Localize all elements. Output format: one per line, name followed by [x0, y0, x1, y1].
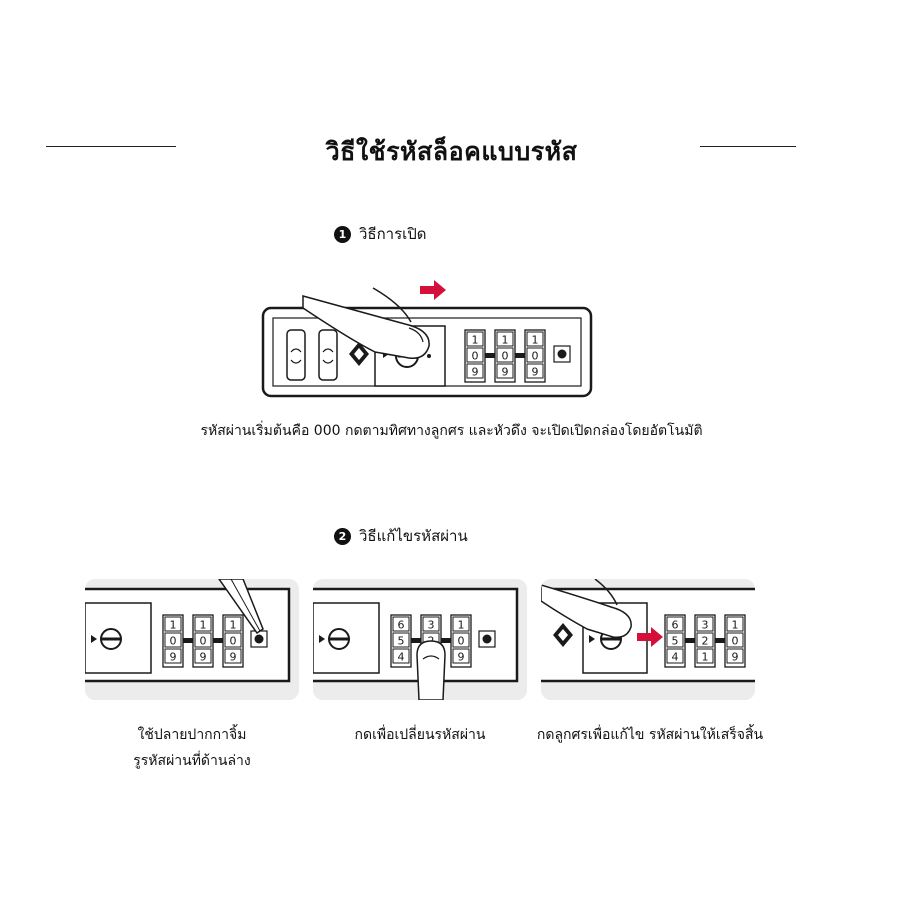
reset-hole-icon: [558, 350, 567, 359]
dial-digit: 1: [457, 618, 465, 632]
step2-label: วิธีแก้ไขรหัสผ่าน: [359, 527, 468, 545]
dial-link: [411, 638, 421, 643]
dial-digit: 9: [229, 650, 237, 664]
dial-digit: 3: [427, 618, 435, 632]
panel1-illustration: [85, 579, 299, 700]
dial-digit: 4: [671, 650, 679, 664]
dial-digit: 9: [501, 365, 509, 379]
dial-digit: 2: [701, 634, 709, 648]
dial-digit: 1: [531, 333, 539, 347]
dial-link: [685, 638, 695, 643]
dial-digit: 1: [471, 333, 479, 347]
dial-digit: 1: [701, 650, 709, 664]
dial-digit: 5: [397, 634, 405, 648]
main-lock-illustration: [255, 278, 600, 403]
panel2-illustration: [313, 579, 527, 700]
dial-digit: 0: [169, 634, 177, 648]
dial-digit: 9: [531, 365, 539, 379]
main-dial-wheels: [465, 330, 545, 382]
dial-digit: 9: [199, 650, 207, 664]
dial-digit: 6: [397, 618, 405, 632]
panel2-caption: [313, 722, 527, 748]
dial-digit: 3: [701, 618, 709, 632]
step1-label: วิธีการเปิด: [359, 225, 427, 243]
dial-digit: 0: [199, 634, 207, 648]
step2-heading: [334, 524, 468, 548]
dial-digit: 1: [199, 618, 207, 632]
dial-digit: 9: [169, 650, 177, 664]
dial-digit: 1: [501, 333, 509, 347]
main-caption: รหัสผ่านเริ่มต้นคือ 000 กดตามทิศทางลูกศร และหัวดึง จะเปิดเปิดกล่องโดยอัตโนมัติ: [200, 423, 703, 439]
panel3-dial-wheels: [665, 615, 745, 667]
panel3-illustration: [541, 579, 755, 700]
step2-number: 2: [334, 528, 351, 545]
dial-link: [515, 353, 525, 358]
dial-digit: 0: [531, 349, 539, 363]
dial-link: [213, 638, 223, 643]
dial-digit: 0: [501, 349, 509, 363]
panel1-caption-line1: ใช้ปลายปากกาจิ้ม: [137, 727, 247, 743]
dial-link: [485, 353, 495, 358]
dial-digit: 4: [397, 650, 405, 664]
panel-change-code: [313, 579, 527, 700]
dial-link: [441, 638, 451, 643]
panel1-dial-wheels: [163, 615, 243, 667]
dial-digit: 6: [671, 618, 679, 632]
panel1-caption: [85, 722, 299, 774]
dial-digit: 1: [169, 618, 177, 632]
panel3-caption-line1: กดลูกศรเพื่อแก้ไข รหัสผ่านให้เสร็จสิ้น: [536, 727, 764, 743]
dial-digit: 0: [229, 634, 237, 648]
dial-link: [715, 638, 725, 643]
dial-digit: 0: [471, 349, 479, 363]
finger-icon: [417, 641, 445, 700]
dial-digit: 1: [731, 618, 739, 632]
dial-digit: 1: [229, 618, 237, 632]
dial-digit: 0: [731, 634, 739, 648]
step1-heading: [334, 222, 427, 246]
panel1-caption-line2: รูรหัสผ่านที่ด้านล่าง: [133, 753, 251, 769]
dial-digit: 9: [457, 650, 465, 664]
panel-confirm: [541, 579, 755, 700]
panel3-caption: [525, 722, 775, 748]
page-title: วิธีใช้รหัสล็อคแบบรหัส: [325, 137, 578, 166]
reset-hole-icon: [255, 635, 264, 644]
dial-digit: 9: [731, 650, 739, 664]
step1-number: 1: [334, 226, 351, 243]
panel-press-reset: [85, 579, 299, 700]
dial-link: [183, 638, 193, 643]
panel2-caption-line1: กดเพื่อเปลี่ยนรหัสผ่าน: [354, 727, 486, 743]
slide-arrow-icon: [420, 280, 446, 300]
dial-digit: 9: [471, 365, 479, 379]
dial-digit: 0: [457, 634, 465, 648]
dial-digit: 5: [671, 634, 679, 648]
